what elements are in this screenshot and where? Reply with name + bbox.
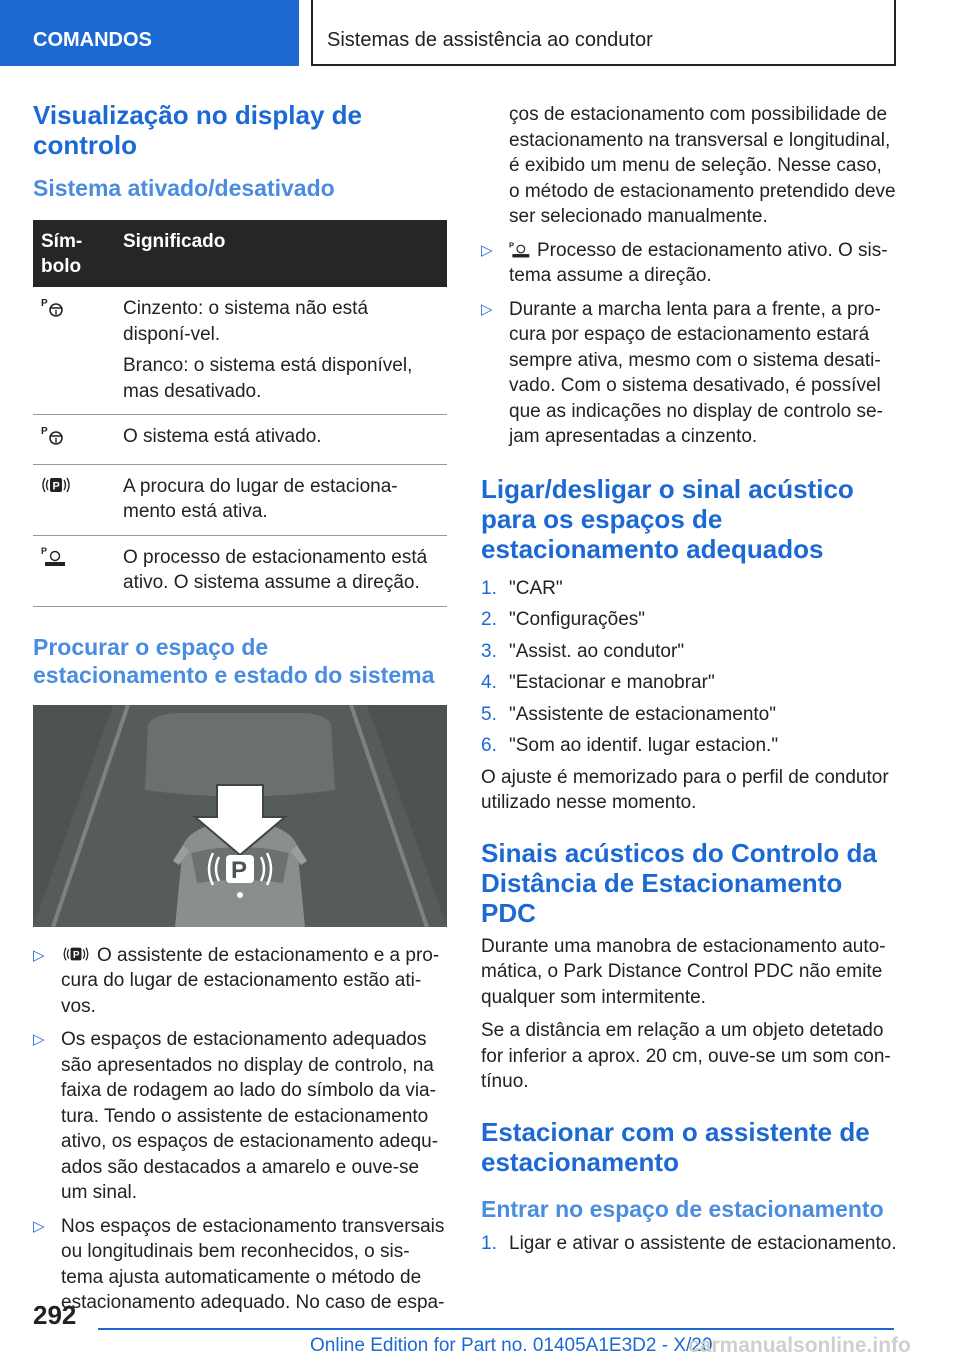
parking-auto-icon [41, 545, 67, 567]
parking-assistant-active-icon [41, 424, 67, 446]
svg-text:P: P [72, 949, 80, 961]
svg-text:P: P [52, 480, 60, 492]
list-item: ▷ P O assistente de estacionamento e a pro-cura do lugar de estacionamento estão ati-vos. [33, 944, 440, 1017]
parking-assistant-icon [41, 296, 67, 318]
list-item: 3. "Assist. ao condutor" [481, 640, 685, 662]
process-bullets [481, 238, 897, 450]
list-item: 2. "Configurações" [481, 609, 646, 630]
heading-system-status: Sistema ativado/desativado [33, 175, 335, 201]
col-meaning: Significado [115, 220, 447, 287]
list-item: 1. Ligar e ativar o assistente de estacionamento. [481, 1232, 897, 1254]
continued-paragraph: ços de estacionamento com possibilidade de estacionamento na transversal e longitudinal, é exibido um menu de seleção. Nesse caso, o método de estacionamento pretendido deve ser selecionado manualmente. [509, 104, 896, 227]
page-header [0, 0, 960, 66]
section-tab: COMANDOS [0, 0, 299, 66]
triangle-bullet-icon: ▷ [481, 241, 493, 259]
svg-text:P: P [41, 545, 48, 556]
pdc-paragraph: Se a distância em relação a um objeto detetado for inferior a aprox. 20 cm, ouve-se um som con-tínuo. [481, 1020, 891, 1092]
triangle-bullet-icon: ▷ [33, 1031, 45, 1048]
watermark: carmanualsonline.info [688, 1334, 911, 1357]
heading-park: Estacionar com o assistente de estacionamento [481, 1116, 870, 1177]
right-column [481, 102, 897, 1262]
list-item: 5. "Assistente de estacionamento" [481, 703, 776, 725]
parking-search-icon [61, 944, 91, 964]
table-row [33, 287, 447, 415]
control-display-image [33, 705, 447, 927]
table-row [33, 535, 447, 606]
heading-enter: Entrar no espaço de estacionamento [481, 1195, 884, 1222]
parking-auto-icon [509, 239, 531, 259]
note-paragraph: O ajuste é memorizado para o perfil de condutor utilizado nesse momento. [481, 766, 889, 813]
row-text: Branco: o sistema está disponível, mas desativado. [123, 355, 413, 402]
sound-steps [481, 576, 897, 759]
list-item: ▷ Os espaços de estacionamento adequados são apresentados no display de controlo, na faixa de rodagem ao lado do símbolo da via-tura. Tendo o assistente de estacionamento ativo, os espaços de estacionamento adequ-ados são destacados a amarelo e ouve-se um sinal. [33, 1029, 439, 1203]
list-item: ▷ Durante a marcha lenta para a frente, a pro-cura por espaço de estacionamento estará sempre ativa, mesmo com o sistema desati-vado. Com o sistema desativado, é possível que as indicações no display de controlo se-jam apresentadas a cinzento. [481, 298, 883, 447]
svg-text:P: P [41, 298, 48, 309]
svg-text:P: P [41, 426, 48, 437]
row-text: O processo de estacionamento está ativo. O sistema assume a direção. [123, 546, 428, 593]
parking-display-illustration [33, 705, 447, 927]
triangle-bullet-icon: ▷ [481, 300, 493, 318]
row-text: O sistema está ativado. [123, 426, 322, 447]
page-number: 292 [33, 1300, 77, 1330]
list-item: ▷ Nos espaços de estacionamento transversais ou longitudinais bem reconhecidos, o sis-tema ajusta automaticamente o método de estacionamento adequado. No caso de espa- [33, 1215, 445, 1313]
status-bullets [33, 943, 447, 1316]
table-row [33, 464, 447, 535]
list-item: 4. "Estacionar e manobrar" [481, 672, 715, 693]
svg-text:P: P [231, 856, 248, 884]
pdc-paragraph: Durante uma manobra de estacionamento auto-mática, o Park Distance Control PDC não emite qualquer som intermitente. [481, 935, 886, 1008]
list-item: 1. "CAR" [481, 577, 563, 599]
row-text: A procura do lugar de estaciona-mento está ativa. [123, 475, 398, 522]
triangle-bullet-icon: ▷ [33, 1217, 45, 1235]
heading-sound: Ligar/desligar o sinal acústico para os espaços de estacionamento adequados [481, 473, 854, 564]
edition-text: Online Edition for Part no. 01405A1E3D2 - X/20 [310, 1335, 713, 1356]
table-row [33, 415, 447, 465]
enter-steps [481, 1231, 897, 1257]
svg-text:P: P [509, 239, 515, 249]
symbol-table [33, 220, 447, 607]
list-item: ▷ P Processo de estacionamento ativo. O sis-tema assume a direção. [481, 239, 888, 286]
row-text: Cinzento: o sistema não está disponí-vel. [123, 298, 369, 345]
list-item: 6. "Som ao identif. lugar estacion." [481, 735, 779, 756]
heading-display: Visualização no display de controlo [33, 100, 362, 160]
footer-divider [98, 1328, 894, 1330]
col-symbol: Sím-bolo [33, 220, 115, 287]
heading-search: Procurar o espaço de estacionamento e estado do sistema [33, 633, 435, 688]
left-column [33, 100, 447, 1316]
chapter-title: Sistemas de assistência ao condutor [311, 0, 896, 66]
parking-search-icon [41, 474, 71, 496]
triangle-bullet-icon: ▷ [33, 946, 45, 964]
heading-pdc: Sinais acústicos do Controlo da Distância de Estacionamento PDC [481, 837, 877, 928]
